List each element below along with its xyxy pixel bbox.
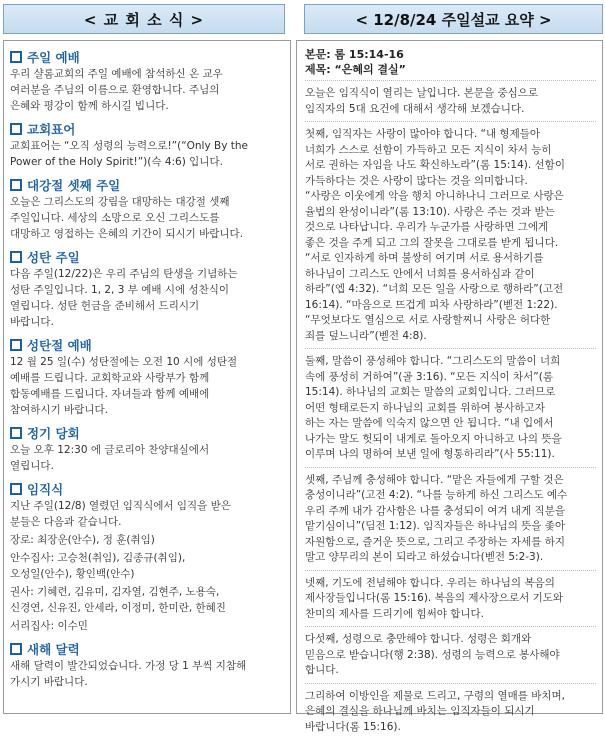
text-line: 이루며 나의 명하여 보낸 일에 형통하리라”(사 55:11). <box>305 447 596 463</box>
text-line: 합니다. <box>305 663 596 679</box>
text-line: 첫째, 임직자는 사랑이 많아야 합니다. “내 형제들아 <box>305 127 596 143</box>
text-line: 서로 권하는 자임을 나도 확신하노라”(롬 15:14). 선함이 <box>305 158 596 174</box>
square-outline-icon <box>10 339 22 351</box>
ordination-group <box>10 618 284 634</box>
square-outline-icon <box>10 483 22 495</box>
sermon-scripture: 본문: 롬 15:14-16 <box>305 47 596 62</box>
church-news-title: < 교 회 소 식 > <box>84 9 204 30</box>
news-section <box>10 248 284 330</box>
news-section-body <box>10 658 284 690</box>
sermon-header <box>305 47 596 81</box>
text-line: 오성일(안수), 황인백(안수) <box>10 566 284 582</box>
text-line: 장로: 최장운(안수), 정 훈(취임) <box>10 532 284 548</box>
text-line: Power of the Holy Spirit!”)(슥 4:6) 입니다. <box>10 154 284 170</box>
text-line: 둘째, 말씀이 풍성해야 합니다. “그리스도의 말씀이 너희 <box>305 354 596 370</box>
news-section-title <box>10 120 284 138</box>
text-line: 신경연, 신유진, 안세라, 이정미, 한미란, 한혜진 <box>10 600 284 616</box>
text-line: 좋은 것을 주게 되고 그의 잘못을 그대로를 받게 됩니다. <box>305 236 596 252</box>
news-section <box>10 120 284 170</box>
text-line: 충성이니라”(고전 4:2). “나를 능하게 하신 그리스도 예수 <box>305 488 596 504</box>
text-line: 율법의 완성이니라”(롬 13:10). 사랑은 주는 것과 받는 <box>305 205 596 221</box>
news-section-title <box>10 424 284 442</box>
text-line: 너희가 스스로 선함이 가득하고 모든 지식이 차서 능히 <box>305 143 596 159</box>
ordination-group <box>10 584 284 616</box>
text-line: 하라”(엡 4:32). “너희 모든 일을 사랑으로 행하라”(고전 <box>305 282 596 298</box>
text-line: 서리집사: 이수민 <box>10 618 284 634</box>
text-line: 제사장들입니다(롬 15:16). 복음의 제사장으로서 기도와 <box>305 591 596 607</box>
text-line: 하나님이 그리스도 안에서 너희를 용서하심과 같이 <box>305 267 596 283</box>
text-line: 오늘은 그리스도의 강림을 대망하는 대강절 셋째 <box>10 194 284 210</box>
news-section-body <box>10 138 284 170</box>
text-line: 속에 풍성히 거하여”(골 3:16). “모든 지식이 차서”(롬 <box>305 370 596 386</box>
news-section <box>10 640 284 690</box>
text-line: 어떤 형태로든지 하나님의 교회를 위하여 봉사하고자 <box>305 401 596 417</box>
square-outline-icon <box>10 427 22 439</box>
text-line: 찬미의 제사를 드리기에 힘써야 합니다. <box>305 607 596 623</box>
text-line: 바랍니다. <box>10 314 284 330</box>
news-section-title-text: 정기 당회 <box>27 424 80 442</box>
square-outline-icon <box>10 251 22 263</box>
news-section-title <box>10 640 284 658</box>
news-section-title <box>10 248 284 266</box>
ordination-group <box>10 532 284 548</box>
text-line: 안수집사: 고승천(취임), 김종규(취임), <box>10 550 284 566</box>
news-section-title-text: 새해 달력 <box>27 640 80 658</box>
text-line: 새해 달력이 발간되었습니다. 가정 당 1 부씩 지참해 <box>10 658 284 674</box>
news-section-title <box>10 176 284 194</box>
news-section-body <box>10 442 284 474</box>
text-line: 믿음으로 받습니다(행 2:38). 성령의 능력으로 봉사해야 <box>305 648 596 664</box>
church-news-banner <box>3 4 285 34</box>
news-section-title-text: 임직식 <box>27 480 63 498</box>
text-line: 대망하고 영접하는 은혜의 기간이 되시기 바랍니다. <box>10 226 284 242</box>
text-line: 넷째, 기도에 전념해야 합니다. 우리는 하나님의 복음의 <box>305 576 596 592</box>
news-section-body <box>10 194 284 242</box>
square-outline-icon <box>10 123 22 135</box>
sermon-paragraph <box>305 576 596 628</box>
text-line: 우리 주께 내가 감사함은 나를 충성되이 여겨 내게 직분을 <box>305 504 596 520</box>
text-line: 합동예배를 드립니다. 자녀들과 함께 예배에 <box>10 386 284 402</box>
text-line: 은혜의 결실을 하나님께 바치는 임직자들이 되시기 <box>305 704 596 720</box>
ordination-group <box>10 550 284 582</box>
news-section-body <box>10 66 284 114</box>
text-line: 열립니다. 성탄 헌금을 준비해서 드리시기 <box>10 298 284 314</box>
text-line: 분들은 다음과 같습니다. <box>10 514 284 530</box>
text-line: 예배를 드립니다. 교회학교와 사랑부가 함께 <box>10 370 284 386</box>
text-line: 나가는 말도 헛되이 내게로 돌아오지 아니하고 나의 뜻을 <box>305 432 596 448</box>
news-section <box>10 424 284 474</box>
news-section <box>10 480 284 634</box>
text-line: 바랍니다(롬 15:16). <box>305 720 596 736</box>
square-outline-icon <box>10 643 22 655</box>
text-line: 여러분을 주님의 이름으로 환영합니다. 주님의 <box>10 82 284 98</box>
text-line: 오늘은 임직식이 열리는 날입니다. 본문을 중심으로 <box>305 86 596 102</box>
text-line: 주일입니다. 세상의 소망으로 오신 그리스도를 <box>10 210 284 226</box>
text-line: 다음 주일(12/22)은 우리 주님의 탄생을 기념하는 <box>10 266 284 282</box>
sermon-body <box>305 86 596 739</box>
sermon-summary-title: < 12/8/24 주일설교 요약 > <box>355 9 551 30</box>
text-line: 하는 자는 말씀에 익숙지 않으면 안 됩니다. “내 입에서 <box>305 416 596 432</box>
text-line: 맡기심이니”(딤전 1:12). 임직자들은 하나님의 뜻을 좇아 <box>305 519 596 535</box>
text-line: 다섯째, 성령으로 충만해야 합니다. 성령은 회개와 <box>305 632 596 648</box>
news-section-title-text: 성탄 주일 <box>27 248 80 266</box>
news-section-title-text: 주일 예배 <box>27 48 80 66</box>
text-line: 임직자의 5대 요건에 대해서 생각해 보겠습니다. <box>305 102 596 118</box>
text-line: 12 월 25 일(수) 성탄절에는 오전 10 시에 성탄절 <box>10 354 284 370</box>
news-section <box>10 336 284 418</box>
square-outline-icon <box>10 179 22 191</box>
text-line: 죄를 덮느니라”(벧전 4:8). <box>305 329 596 345</box>
sermon-paragraph <box>305 127 596 349</box>
text-line: 가시기 바랍니다. <box>10 674 284 690</box>
text-line: 그리하여 이방인을 제물로 드리고, 구령의 열매를 바치며, <box>305 689 596 705</box>
text-line: 참여하시기 바랍니다. <box>10 402 284 418</box>
text-line: 교회표어는 “오직 성령의 능력으로!”(“Only By the <box>10 138 284 154</box>
text-line: 우리 샬롬교회의 주일 예배에 참석하신 온 교우 <box>10 66 284 82</box>
text-line: “무엇보다도 열심으로 서로 사랑할찌니 사랑은 허다한 <box>305 313 596 329</box>
news-section-body <box>10 498 284 530</box>
text-line: 15:14). 하나님의 교회는 말씀의 교회입니다. 그러므로 <box>305 385 596 401</box>
text-line: 셋째, 주님께 충성해야 합니다. “맡은 자들에게 구할 것은 <box>305 473 596 489</box>
sermon-paragraph <box>305 86 596 122</box>
text-line: “서로 인자하게 하며 불쌍히 여기며 서로 용서하기를 <box>305 251 596 267</box>
sermon-summary-banner <box>304 4 603 34</box>
sermon-paragraph <box>305 689 596 739</box>
news-section-title <box>10 336 284 354</box>
text-line: 성탄 주일입니다. 1, 2, 3 부 예배 시에 성찬식이 <box>10 282 284 298</box>
text-line: 은혜와 평강이 함께 하시길 빕니다. <box>10 98 284 114</box>
text-line: 권사: 기혜련, 김유미, 김자열, 김현주, 노용숙, <box>10 584 284 600</box>
news-section-title-text: 대강절 셋째 주일 <box>27 176 120 194</box>
news-section-body <box>10 266 284 330</box>
text-line: 말고 양무리의 본이 되라고 하셨습니다(벧전 5:2-3). <box>305 550 596 566</box>
news-section-title-text: 성탄절 예배 <box>27 336 92 354</box>
news-section-title-text: 교회표어 <box>27 120 75 138</box>
text-line: 가득하다는 것은 사랑이 많다는 것을 의미합니다. <box>305 174 596 190</box>
news-section-title <box>10 480 284 498</box>
church-news-column <box>3 40 291 714</box>
sermon-title: 제목: “은혜의 결실” <box>305 62 596 77</box>
text-line: 자원함으로, 즐거운 뜻으로, 그리고 주장하는 자세를 하지 <box>305 535 596 551</box>
news-section <box>10 48 284 114</box>
square-outline-icon <box>10 51 22 63</box>
news-section <box>10 176 284 242</box>
text-line: 오늘 오후 12:30 에 글로리아 찬양대실에서 <box>10 442 284 458</box>
news-section-title <box>10 48 284 66</box>
sermon-summary-column <box>296 40 603 714</box>
sermon-paragraph <box>305 632 596 684</box>
sermon-paragraph <box>305 354 596 468</box>
text-line: “사랑은 이웃에게 악을 행치 아니하나니 그러므로 사랑은 <box>305 189 596 205</box>
text-line: 지난 주일(12/8) 열렸던 임직식에서 임직을 받은 <box>10 498 284 514</box>
sermon-paragraph <box>305 473 596 571</box>
text-line: 것으로 나타납니다. 우리가 누군가를 사랑하면 그에게 <box>305 220 596 236</box>
text-line: 열립니다. <box>10 458 284 474</box>
news-section-body <box>10 354 284 418</box>
text-line: 16:14). “마음으로 뜨겁게 피차 사랑하라”(벧전 1:22). <box>305 298 596 314</box>
